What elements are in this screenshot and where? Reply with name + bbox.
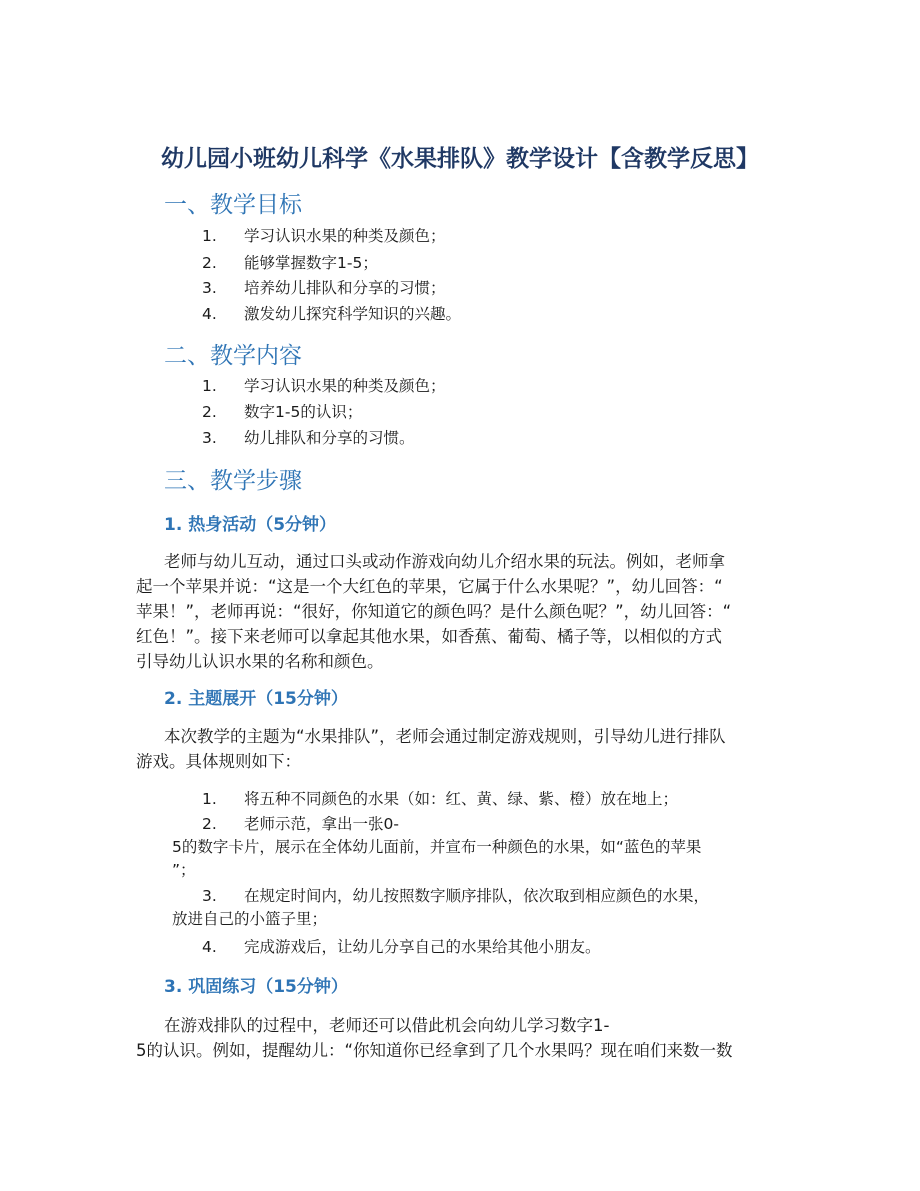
subsection-heading-warmup: 1. 热身活动（5分钟） bbox=[164, 515, 337, 535]
section-heading-content: 二、教学内容 bbox=[164, 343, 302, 369]
list-text: 在规定时间内，幼儿按照数字顺序排队，依次取到相应颜色的水果， bbox=[244, 887, 710, 905]
list-number: 3. bbox=[202, 429, 217, 447]
list-text: 培养幼儿排队和分享的习惯； bbox=[244, 279, 446, 297]
list-text: 完成游戏后，让幼儿分享自己的水果给其他小朋友。 bbox=[244, 938, 601, 956]
list-text: 老师示范，拿出一张0- bbox=[244, 815, 399, 833]
document-title: 幼儿园小班幼儿科学《水果排队》教学设计【含教学反思】 bbox=[161, 146, 759, 172]
section-heading-steps: 三、教学步骤 bbox=[164, 468, 302, 494]
paragraph-line: 引导幼儿认识水果的名称和颜色。 bbox=[136, 652, 384, 671]
paragraph-line: 本次教学的主题为“水果排队”，老师会通过制定游戏规则，引导幼儿进行排队 bbox=[164, 727, 726, 746]
paragraph-line: 苹果！”，老师再说：“很好，你知道它的颜色吗？是什么颜色呢？”，幼儿回答：“ bbox=[136, 602, 732, 621]
list-text: 激发幼儿探究科学知识的兴趣。 bbox=[244, 305, 462, 323]
list-number: 2. bbox=[202, 254, 217, 272]
paragraph-line: 老师与幼儿互动，通过口头或动作游戏向幼儿介绍水果的玩法。例如，老师拿 bbox=[164, 552, 725, 571]
rule-continuation: 5的数字卡片，展示在全体幼儿面前，并宣布一种颜色的水果，如“蓝色的苹果 bbox=[172, 838, 702, 856]
rule-continuation: ”； bbox=[172, 861, 196, 879]
subsection-heading-practice: 3. 巩固练习（15分钟） bbox=[164, 977, 348, 997]
list-number: 4. bbox=[202, 305, 217, 323]
rule-continuation: 放进自己的小篮子里； bbox=[172, 910, 328, 928]
list-number: 3. bbox=[202, 887, 217, 905]
paragraph-line: 游戏。具体规则如下： bbox=[136, 752, 301, 771]
paragraph-line: 红色！”。接下来老师可以拿起其他水果，如香蕉、葡萄、橘子等，以相似的方式 bbox=[136, 627, 723, 646]
list-number: 2. bbox=[202, 403, 217, 421]
list-number: 1. bbox=[202, 377, 217, 395]
paragraph-line: 起一个苹果并说：“这是一个大红色的苹果，它属于什么水果呢？”，幼儿回答：“ bbox=[136, 577, 723, 596]
list-text: 数字1-5的认识； bbox=[244, 403, 363, 421]
list-text: 将五种不同颜色的水果（如：红、黄、绿、紫、橙）放在地上； bbox=[244, 790, 679, 808]
subsection-heading-main: 2. 主题展开（15分钟） bbox=[164, 689, 348, 709]
list-number: 4. bbox=[202, 938, 217, 956]
list-text: 学习认识水果的种类及颜色； bbox=[244, 227, 446, 245]
list-text: 能够掌握数字1-5； bbox=[244, 254, 378, 272]
list-number: 3. bbox=[202, 279, 217, 297]
list-text: 幼儿排队和分享的习惯。 bbox=[244, 429, 415, 447]
section-heading-goals: 一、教学目标 bbox=[164, 192, 302, 218]
list-number: 1. bbox=[202, 790, 217, 808]
paragraph-line: 5的认识。例如，提醒幼儿：“你知道你已经拿到了几个水果吗？现在咱们来数一数 bbox=[136, 1041, 733, 1060]
list-text: 学习认识水果的种类及颜色； bbox=[244, 377, 446, 395]
list-number: 1. bbox=[202, 227, 217, 245]
list-number: 2. bbox=[202, 815, 217, 833]
paragraph-line: 在游戏排队的过程中，老师还可以借此机会向幼儿学习数字1- bbox=[164, 1016, 610, 1035]
